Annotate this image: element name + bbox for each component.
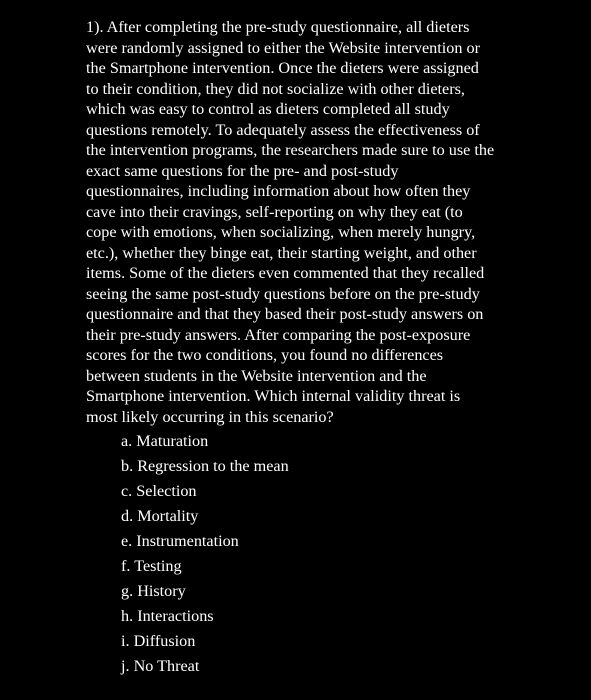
- question-line: items. Some of the dieters even commented that they recalled: [86, 264, 485, 282]
- option-history[interactable]: g. History: [121, 582, 186, 600]
- question-line: most likely occurring in this scenario?: [86, 407, 334, 426]
- question-line: the Smartphone intervention. Once the dieters were assigned: [86, 59, 479, 77]
- question-line: 1). After completing the pre-study questionnaire, all dieters: [86, 18, 470, 36]
- option-diffusion[interactable]: i. Diffusion: [121, 632, 196, 650]
- question-line: etc.), whether they binge eat, their starting weight, and other: [86, 243, 477, 262]
- option-maturation[interactable]: a. Maturation: [121, 432, 209, 450]
- question-line: between students in the Website intervention and the: [86, 366, 427, 385]
- question-text: [86, 17, 556, 427]
- question-line: the intervention programs, the researchers made sure to use the: [86, 141, 495, 159]
- answer-options: [121, 429, 289, 679]
- option-interactions[interactable]: h. Interactions: [121, 607, 214, 625]
- question-line: cave into their cravings, self-reporting on why they eat (to: [86, 202, 463, 221]
- question-line: exact same questions for the pre- and post-study: [86, 161, 399, 180]
- option-testing[interactable]: f. Testing: [121, 557, 182, 575]
- question-line: cope with emotions, when socializing, when merely hungry,: [86, 223, 476, 241]
- option-no-threat[interactable]: j. No Threat: [121, 657, 200, 675]
- question-line: questions remotely. To adequately assess the effectiveness of: [86, 120, 480, 139]
- question-line: questionnaire and that they based their post-study answers on: [86, 305, 484, 323]
- question-line: which was easy to control as dieters completed all study: [86, 100, 450, 118]
- question-line: their pre-study answers. After comparing the post-exposure: [86, 325, 471, 344]
- question-line: to their condition, they did not socialize with other dieters,: [86, 79, 465, 98]
- option-instrumentation[interactable]: e. Instrumentation: [121, 532, 239, 550]
- question-line: questionnaires, including information about how often they: [86, 182, 471, 200]
- option-selection[interactable]: c. Selection: [121, 482, 197, 500]
- question-line: were randomly assigned to either the Website intervention or: [86, 38, 480, 57]
- question-line: scores for the two conditions, you found no differences: [86, 346, 444, 364]
- option-mortality[interactable]: d. Mortality: [121, 507, 199, 525]
- question-line: seeing the same post-study questions before on the pre-study: [86, 284, 480, 303]
- question-line: Smartphone intervention. Which internal validity threat is: [86, 387, 461, 405]
- option-regression-to-the-mean[interactable]: b. Regression to the mean: [121, 457, 289, 475]
